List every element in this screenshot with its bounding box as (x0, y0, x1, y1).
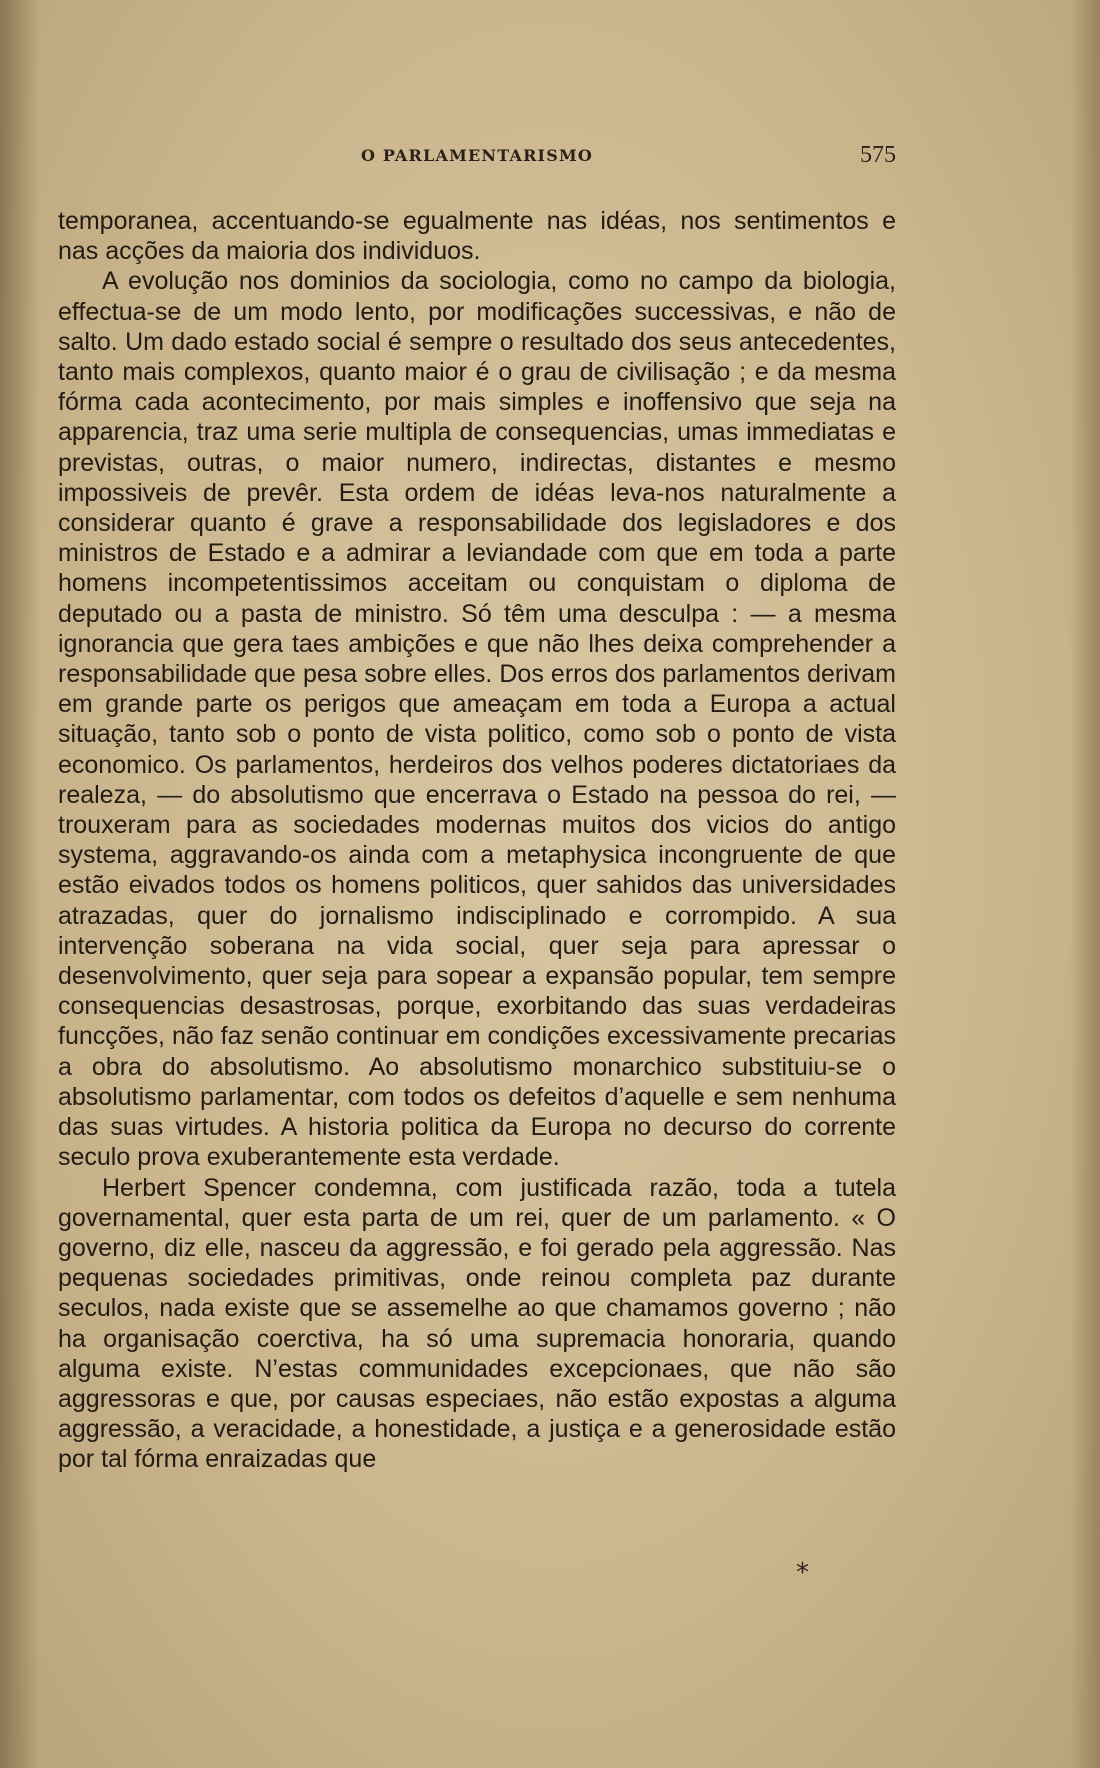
page-header (58, 142, 896, 176)
page-number: 575 (860, 142, 896, 168)
body-text (58, 206, 896, 1475)
signature-mark: * (796, 1558, 809, 1588)
paragraph: Herbert Spencer condemna, com justificada razão, toda a tutela governamental, quer esta parta de um rei, quer de um parlamento. « O governo, diz elle, nasceu da aggressão, e foi gerado pela aggressão. Nas pequenas sociedades primitivas, onde reinou completa paz durante seculos, nada existe que se assemelhe ao que chamamos governo ; não ha organisação coerctiva, ha só uma supremacia honoraria, quando alguma existe. N’estas communidades excepcionaes, que não são aggressoras e que, por causas especiaes, não estão expostas a alguma aggressão, a veracidade, a honestidade, a justiça e a generosidade estão por tal fórma enraizadas que (58, 1173, 896, 1474)
running-title: O PARLAMENTARISMO (360, 146, 594, 165)
paragraph-continuation: temporanea, accentuando-se egualmente nas idéas, nos sentimentos e nas acções da maioria dos individuos. (58, 207, 896, 266)
paragraph: A evolução nos dominios da sociologia, como no campo da biologia, effectua-se de um modo lento, por modificações successivas, e não de salto. Um dado estado social é sempre o resultado dos seus antecedentes, tanto mais complexos, quanto maior é o grau de civilisação ; e da mesma fórma cada acontecimento, por mais simples e inoffensivo que seja na apparencia, traz uma serie multipla de consequencias, umas immediatas e previstas, outras, o maior numero, indirectas, distantes e mesmo impossiveis de prevêr. Esta ordem de idéas leva-nos naturalmente a considerar quanto é grave a responsabilidade dos legisladores e dos ministros de Estado e a admirar a leviandade com que em toda a parte homens incompetentissimos acceitam ou conquistam o diploma de deputado ou a pasta de ministro. Só têm uma desculpa : — a mesma ignorancia que gera taes ambições e que não lhes deixa comprehender a responsabilidade que pesa sobre elles. Dos erros dos parlamentos derivam em grande parte os perigos que ameaçam em toda a Europa a actual situação, tanto sob o ponto de vista politico, como sob o ponto de vista economico. Os parlamentos, herdeiros dos velhos poderes dictatoriaes da realeza, — do absolutismo que encerrava o Estado na pessoa do rei, — trouxeram para as sociedades modernas muitos dos vicios do antigo systema, aggravando-os ainda com a metaphysica incongruente de que estão eivados todos os homens politicos, quer sahidos das universidades atrazadas, quer do jornalismo indisciplinado e corrompido. A sua intervenção soberana na vida social, quer seja para apressar o desenvolvimento, quer seja para sopear a expansão popular, tem sempre consequencias desastrosas, porque, exorbitando das suas verdadeiras funcções, não faz senão continuar em condições excessivamente precarias a obra do absolutismo. Ao absolutismo monarchico substituiu-se o absolutismo parlamentar, com todos os defeitos d’aquelle e sem nenhuma das suas virtudes. A historia politica da Europa no decurso do corrente seculo prova exuberantemente esta verdade. (58, 267, 896, 1172)
